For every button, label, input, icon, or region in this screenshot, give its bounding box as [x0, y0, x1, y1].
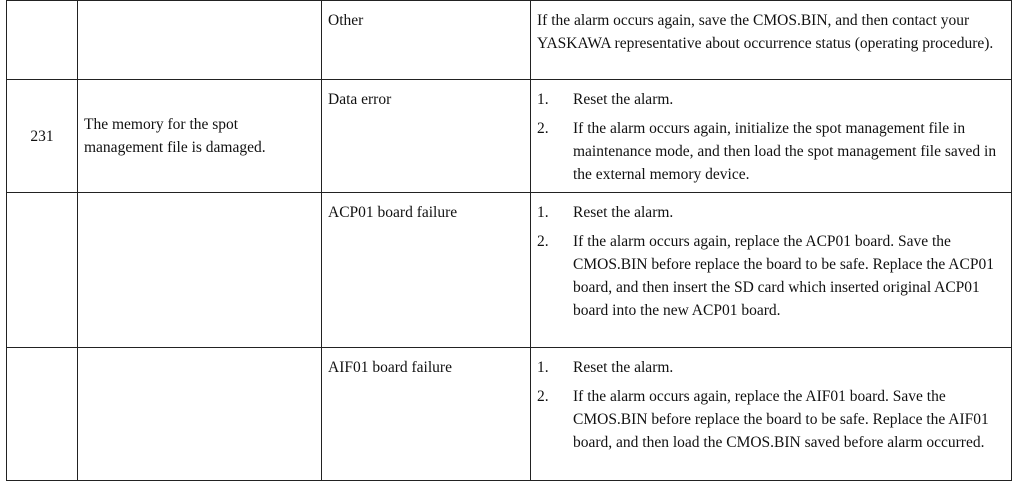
remedy-cell [531, 80, 1012, 193]
step-text: Reset the alarm. [573, 91, 674, 108]
cause-cell: Other [322, 1, 531, 80]
step-text: Reset the alarm. [573, 359, 674, 376]
cause-cell: ACP01 board failure [322, 193, 531, 348]
remedy-cell [531, 348, 1012, 481]
remedy-step [537, 230, 1003, 322]
step-number: 2. [537, 233, 549, 250]
alarm-description-cell: The memory for the spot management file is damaged. [78, 80, 322, 193]
alarm-number-cell [7, 193, 78, 348]
alarm-number-cell [7, 348, 78, 481]
remedy-steps [537, 88, 1003, 186]
alarm-number-cell [7, 1, 78, 80]
alarm-description-cell [78, 348, 322, 481]
remedy-step [537, 356, 1003, 379]
remedy-step [537, 88, 1003, 111]
cause-cell: Data error [322, 80, 531, 193]
alarm-description-cell [78, 1, 322, 80]
alarm-remedy-table [6, 0, 1012, 481]
step-text: If the alarm occurs again, initialize the spot management file in maintenance mode, and then load the spot management file saved in the external memory device. [573, 120, 997, 183]
table-row [7, 348, 1012, 481]
alarm-number-cell: 231 [7, 80, 78, 193]
remedy-step [537, 201, 1003, 224]
remedy-text: If the alarm occurs again, save the CMOS.BIN, and then contact your YASKAWA representative about occurrence status (operating procedure). [537, 12, 994, 52]
table-row [7, 193, 1012, 348]
remedy-cell [531, 193, 1012, 348]
step-text: If the alarm occurs again, replace the AIF01 board. Save the CMOS.BIN before replace the board to be safe. Replace the AIF01 board, and then load the CMOS.BIN saved before alarm occurred. [573, 388, 989, 451]
remedy-cell [531, 1, 1012, 80]
cause-cell: AIF01 board failure [322, 348, 531, 481]
remedy-steps [537, 356, 1003, 454]
step-text: If the alarm occurs again, replace the ACP01 board. Save the CMOS.BIN before replace the board to be safe. Replace the ACP01 board, and then insert the SD card which inserted original ACP01 board into the new ACP01 board. [573, 233, 994, 319]
step-number: 1. [537, 204, 549, 221]
table-row [7, 80, 1012, 193]
step-number: 2. [537, 388, 549, 405]
remedy-step [537, 117, 1003, 186]
step-number: 1. [537, 91, 549, 108]
remedy-step [537, 385, 1003, 454]
step-number: 2. [537, 120, 549, 137]
table-row [7, 1, 1012, 80]
step-number: 1. [537, 359, 549, 376]
alarm-description-cell [78, 193, 322, 348]
step-text: Reset the alarm. [573, 204, 674, 221]
remedy-steps [537, 201, 1003, 322]
